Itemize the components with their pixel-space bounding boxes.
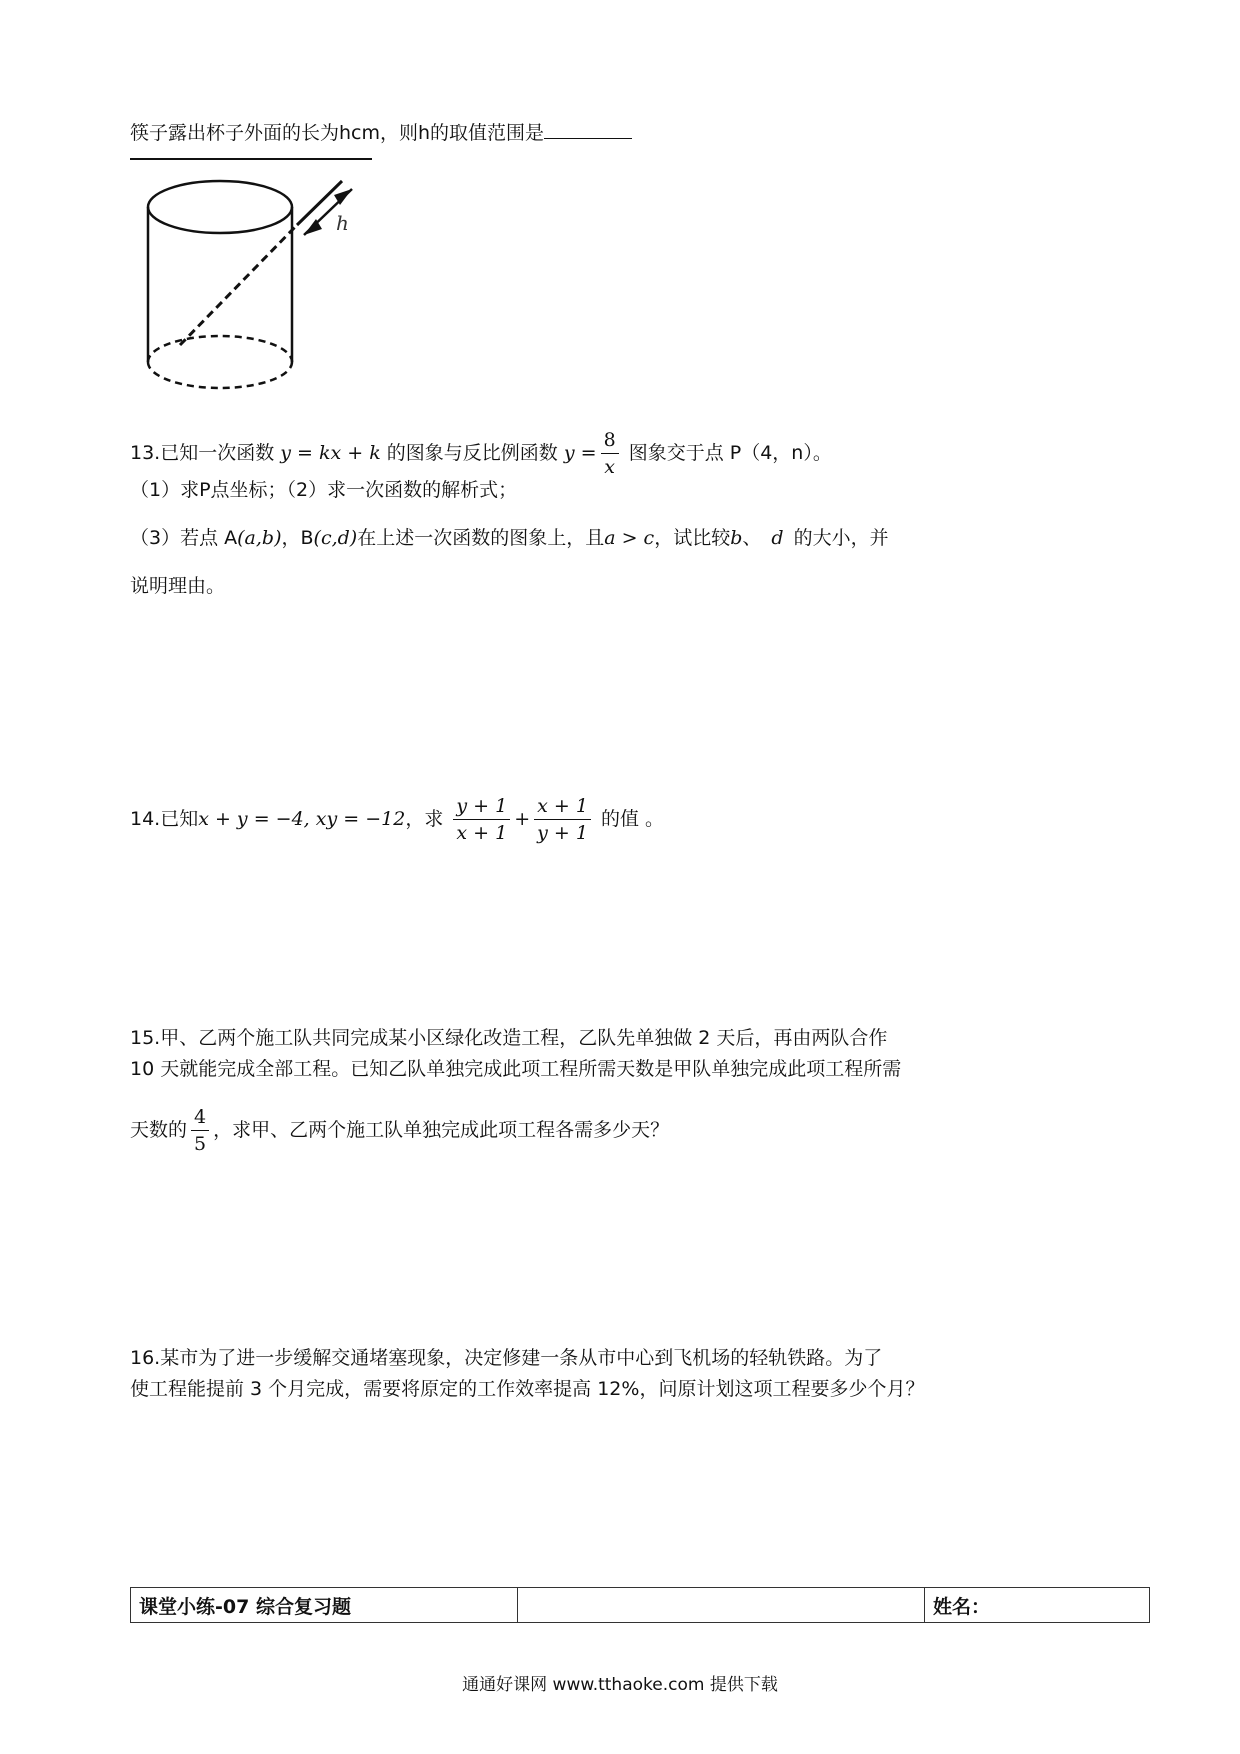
q13-part3-f: 的大小，并 bbox=[793, 527, 889, 549]
chopstick-inside bbox=[180, 225, 297, 345]
q13-part3-a: （3）若点 A bbox=[130, 527, 238, 549]
cylinder-chopstick-figure bbox=[140, 165, 380, 405]
q13-point-a: (a,b) bbox=[237, 527, 282, 549]
q13-linear-expr: y = kx + k bbox=[280, 442, 381, 464]
q13-fraction bbox=[601, 427, 619, 480]
q14-condition: x + y = −4, xy = −12 bbox=[198, 808, 406, 830]
cylinder-top-ellipse bbox=[148, 181, 292, 233]
q16-line1: 16.某市为了进一步缓解交通堵塞现象，决定修建一条从市中心到飞机场的轻轨铁路。为了 bbox=[130, 1347, 883, 1369]
q15-line3-b: ，求甲、乙两个施工队单独完成此项工程各需多少天？ bbox=[213, 1119, 670, 1141]
q13-part3-d: ，试比较 bbox=[654, 527, 731, 549]
q14-plus: + bbox=[514, 808, 531, 830]
h-label: h bbox=[336, 211, 349, 235]
cylinder-bottom-front bbox=[148, 362, 292, 388]
cylinder-bottom-back bbox=[148, 336, 292, 362]
q14-f1-num: y + 1 bbox=[453, 793, 510, 820]
q13-condition: a > c bbox=[604, 527, 655, 549]
q14-line bbox=[130, 793, 664, 846]
q13-part3-b: ，B bbox=[281, 527, 314, 549]
q13-line1 bbox=[130, 427, 832, 480]
q14-f2-den: y + 1 bbox=[537, 822, 588, 844]
q14-f2-num: x + 1 bbox=[534, 793, 591, 820]
q13-part3-e: 、 bbox=[742, 527, 762, 549]
q13-part1: （1）求P点坐标；（2）求一次函数的解析式； bbox=[130, 479, 518, 501]
q15-frac-num: 4 bbox=[191, 1104, 209, 1131]
q15-fraction bbox=[191, 1104, 209, 1157]
q15-line2: 10 天就能完成全部工程。已知乙队单独完成此项工程所需天数是甲队单独完成此项工程所需 bbox=[130, 1058, 902, 1080]
q13-stem-c: 图象交于点 P（4，n）。 bbox=[628, 442, 832, 464]
answer-blank bbox=[544, 120, 632, 139]
q13-part3 bbox=[130, 525, 889, 551]
q12-stem: 筷子露出杯子外面的长为hcm，则h的取值范围是 bbox=[130, 122, 545, 144]
q14-fraction-2 bbox=[534, 793, 591, 846]
q14-f1-den: x + 1 bbox=[456, 822, 508, 844]
q13-stem-a: 13.已知一次函数 bbox=[130, 442, 275, 464]
q12-text bbox=[130, 120, 632, 146]
q13-var-d: d bbox=[771, 527, 784, 549]
q13-frac-den: x bbox=[604, 456, 615, 478]
q13-frac-num: 8 bbox=[601, 427, 619, 454]
q16-line2: 使工程能提前 3 个月完成，需要将原定的工作效率提高 12%，问原计划这项工程要多少个月？ bbox=[130, 1378, 925, 1400]
footer-title: 课堂小练-07 综合复习题 bbox=[131, 1588, 518, 1623]
footer-name-label: 姓名： bbox=[925, 1588, 1150, 1623]
footer-table bbox=[130, 1587, 1150, 1623]
q13-frac-lhs: y = bbox=[563, 442, 597, 464]
q13-var-b: b bbox=[730, 527, 743, 549]
q14-stem-c: 的值 。 bbox=[601, 808, 665, 830]
q15-frac-den: 5 bbox=[194, 1133, 207, 1155]
q15-line3-a: 天数的 bbox=[130, 1119, 188, 1141]
q15-line1: 15.甲、乙两个施工队共同完成某小区绿化改造工程，乙队先单独做 2 天后，再由两队合作 bbox=[130, 1027, 888, 1049]
q13-point-b: (c,d) bbox=[313, 527, 358, 549]
footer-table-row bbox=[131, 1588, 1150, 1623]
q14-stem-b: ，求 bbox=[405, 808, 444, 830]
divider-rule bbox=[130, 158, 372, 160]
q15-line3 bbox=[130, 1104, 669, 1157]
q13-part3-c: 在上述一次函数的图象上，且 bbox=[357, 527, 605, 549]
footer-note: 通通好课网 www.tthaoke.com 提供下载 bbox=[462, 1675, 778, 1695]
q13-part3-cont: 说明理由。 bbox=[130, 575, 226, 597]
q13-stem-b: 的图象与反比例函数 bbox=[386, 442, 558, 464]
q14-fraction-1 bbox=[453, 793, 510, 846]
q14-stem-a: 14.已知 bbox=[130, 808, 199, 830]
footer-empty-cell bbox=[518, 1588, 925, 1623]
